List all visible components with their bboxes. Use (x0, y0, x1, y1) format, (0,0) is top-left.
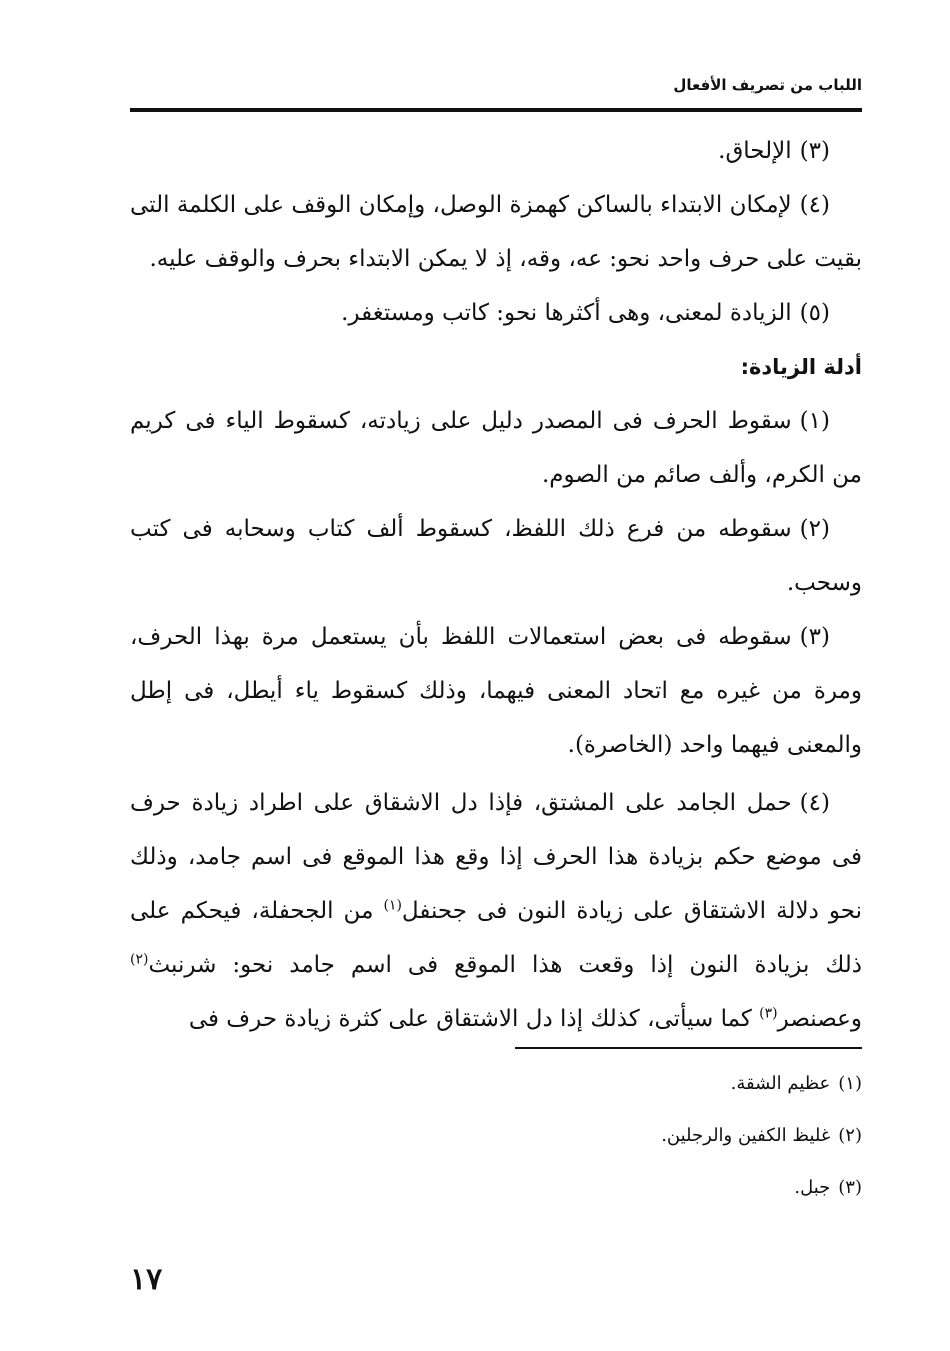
header-rule (130, 108, 862, 112)
paragraph-text: سقوطه من فرع ذلك اللفظ، كسقوط ألف كتاب وسحابه فى كتب وسحب. (130, 516, 862, 596)
footnote-ref-1: (١) (383, 897, 402, 914)
item-number: (١) (799, 408, 830, 434)
item-number: (٥) (799, 300, 830, 326)
paragraph-text: كما سيأتى، كذلك إذا دل الاشتقاق على كثرة زيادة حرف فى (188, 1006, 760, 1032)
item-number: (٣) (799, 624, 830, 650)
section-heading: أدلة الزيادة: (740, 355, 862, 379)
footnotes (130, 1058, 862, 1214)
item-number: (٤) (799, 790, 830, 816)
evidence-2 (130, 502, 862, 610)
paragraph-5 (130, 286, 862, 340)
footnote-text: جبل. (794, 1177, 831, 1198)
body-text (130, 124, 862, 1046)
paragraph-text: سقوطه فى بعض استعمالات اللفظ بأن يستعمل مرة بهذا الحرف، ومرة من غيره مع اتحاد المعنى فيهما، وذلك كسقوط ياء أيطل، فى إطل والمعنى فيهما واحد (الخاصرة). (130, 624, 862, 758)
item-number: (٢) (799, 516, 830, 542)
footnote-rule (515, 1047, 862, 1049)
evidence-1 (130, 394, 862, 502)
footnote-text: عظيم الشقة. (730, 1073, 831, 1094)
paragraph-text: حمل الجامد على المشتق، فإذا دل الاشقاق على اطراد زيادة حرف فى موضع حكم بزيادة هذا الحرف إذا وقع هذا الموقع فى اسم جامد، وذلك نحو دلالة الاشتقاق على زيادة النون فى جحنفل (130, 790, 862, 924)
running-head: اللباب من تصريف الأفعال (673, 76, 862, 94)
footnote-number: (١) (838, 1073, 862, 1094)
evidence-3 (130, 610, 862, 772)
paragraph-4 (130, 178, 862, 286)
footnote-number: (٣) (838, 1177, 862, 1198)
paragraph-text: سقوط الحرف فى المصدر دليل على زيادته، كسقوط الياء فى كريم من الكرم، وألف صائم من الصوم. (130, 408, 862, 488)
footnote-ref-2: (٢) (130, 951, 149, 968)
page-number: ١٧ (130, 1262, 163, 1297)
item-number: (٣) (799, 138, 830, 164)
paragraph-3 (130, 124, 862, 178)
footnote-number: (٢) (838, 1125, 862, 1146)
paragraph-text: الزيادة لمعنى، وهى أكثرها نحو: كاتب ومستغفر. (341, 300, 792, 326)
paragraph-text: لإمكان الابتداء بالساكن كهمزة الوصل، وإمكان الوقف على الكلمة التى بقيت على حرف واحد نحو: عه، وقه، إذ لا يمكن الابتداء بحرف والوقف عليه. (130, 192, 862, 272)
paragraph-text: من الجحفلة، فيحكم على ذلك بزيادة النون إذا وقعت هذا الموقع فى اسم جامد نحو: شرنبث (130, 898, 862, 978)
item-number: (٤) (799, 192, 830, 218)
footnote-text: غليظ الكفين والرجلين. (661, 1125, 831, 1146)
paragraph-text: الإلحاق. (718, 138, 792, 164)
footnote-3 (130, 1162, 862, 1214)
footnote-ref-3: (٣) (759, 1005, 778, 1022)
paragraph-text: وعصنصر (777, 1006, 862, 1032)
footnote-1 (130, 1058, 862, 1110)
evidence-4 (130, 776, 862, 1046)
footnote-2 (130, 1110, 862, 1162)
